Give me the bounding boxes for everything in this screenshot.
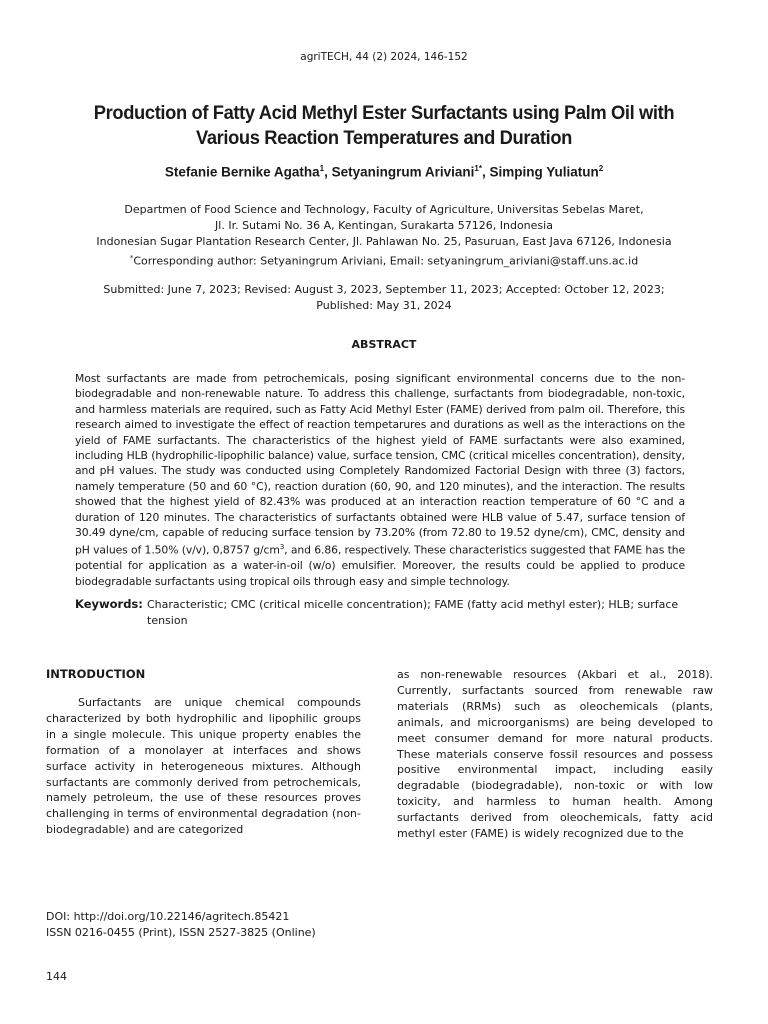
author-separator: , xyxy=(481,164,490,180)
corresponding-mark: * xyxy=(129,254,134,262)
superscript: 3 xyxy=(279,543,285,552)
introduction-left-column: Surfactants are unique chemical compounds characterized by both hydrophilic and lipophilic groups in a single molecule. This unique property enables the formation of a monolayer at interfaces and shows surface activity in heterogeneous mixtures. Although surfactants are commonly derived from petrochemicals, namely petroleum, the use of these resources proves challenging in terms of environmental degradation (non-biodegradable) and are categorized xyxy=(46,696,361,837)
author-affiliation-mark: 2 xyxy=(598,164,604,173)
affiliation-line: Indonesian Sugar Plantation Research Center, Jl. Pahlawan No. 25, Pasuruan, East Java 67126, Indonesia xyxy=(96,235,672,248)
corresponding-author xyxy=(0,250,768,270)
keywords-label: Keywords: xyxy=(75,597,143,611)
dates-line: Submitted: June 7, 2023; Revised: August 3, 2023, September 11, 2023; Accepted: October 12, 2023; xyxy=(103,283,665,296)
abstract-text-part: , and 6.86, respectively. These characteristics suggested that FAME has the potential for application as a water-in-oil (w/o) emulsifier. Moreover, the results could be applied to produce biodegradable surfactants using tropical oils through easy and simple technology. xyxy=(75,544,685,588)
title-line-1: Production of Fatty Acid Methyl Ester Surfactants using Palm Oil with xyxy=(93,102,675,124)
author-name: Simping Yuliatun xyxy=(489,164,599,180)
affiliations xyxy=(0,202,768,270)
author-name: Stefanie Bernike Agatha xyxy=(164,164,320,180)
author-separator: , xyxy=(324,164,332,180)
dates-line: Published: May 31, 2024 xyxy=(316,299,452,312)
submission-dates xyxy=(0,282,768,314)
introduction-heading: INTRODUCTION xyxy=(46,667,146,681)
page-number: 144 xyxy=(46,970,67,983)
author-list xyxy=(0,164,768,180)
introduction-right-column: as non-renewable resources (Akbari et al., 2018). Currently, surfactants sourced from renewable raw materials (RRMs) such as oleochemicals (plants, animals, and microorganisms) are being developed to meet consumer demand for more natural products. These materials conserve fossil resources and possess positive environmental impact, including easily degradable (biodegradable), non-toxic or with low toxicity, and harmless to human health. Among surfactants derived from oleochemicals, fatty acid methyl ester (FAME) is widely recognized due to the xyxy=(397,668,713,841)
abstract-text-part: Most surfactants are made from petrochemicals, posing significant environmental concerns due to the non-biodegradable and non-renewable nature. To address this challenge, surfactants from biodegradable, non-toxic, and harmless materials are required, such as Fatty Acid Methyl Ester (FAME) derived from palm oil. Therefore, this research aimed to investigate the effect of reaction tempetarures and durations as well as the interactions on the yield of FAME surfactants. The characteristics of the highest yield of FAME surfactants were also examined, including HLB (hydrophilic-lipophilic balance) value, surface tension, CMC (critical micelles concentration), density, and pH values. The study was conducted using Completely Randomized Factorial Design with three (3) factors, namely temperature (50 and 60 °C), reaction duration (60, 90, and 120 minutes), and the interaction. The results showed that the highest yield of 82.43% was produced at an interaction reaction temperature of 60 °C and a duration of 120 minutes. The characteristics of surfactants obtained were HLB value of 5.47, surface tension of 30.49 dyne/cm, capable of reducing surface tension by 73.20% (from 72.80 to 19.52 dyne/cm), CMC, density and pH values of 1.50% (v/v), 0,8757 g/cm xyxy=(75,372,685,558)
doi-link[interactable]: DOI: http://doi.org/10.22146/agritech.85421 xyxy=(46,910,290,923)
journal-header: agriTECH, 44 (2) 2024, 146-152 xyxy=(300,51,468,63)
author-affiliation-mark: 1 xyxy=(319,164,325,173)
affiliation-line: Departmen of Food Science and Technology, Faculty of Agriculture, Universitas Sebelas Maret, xyxy=(124,203,644,216)
paper-title xyxy=(61,101,708,151)
abstract-heading: ABSTRACT xyxy=(351,338,417,351)
footer-identifiers xyxy=(46,909,316,941)
corresponding-author-text: Corresponding author: Setyaningrum Ariviani, Email: setyaningrum_ariviani@staff.uns.ac.id xyxy=(133,254,639,268)
title-line-2: Various Reaction Temperatures and Duration xyxy=(195,127,573,149)
keywords-text: Characteristic; CMC (critical micelle concentration); FAME (fatty acid methyl ester); HLB; surface tension xyxy=(147,598,679,627)
abstract-text xyxy=(75,371,685,589)
issn-text: ISSN 0216-0455 (Print), ISSN 2527-3825 (Online) xyxy=(46,926,316,939)
author-affiliation-mark: 1* xyxy=(474,164,482,173)
affiliation-line: Jl. Ir. Sutami No. 36 A, Kentingan, Surakarta 57126, Indonesia xyxy=(215,219,553,232)
author-name: Setyaningrum Ariviani xyxy=(331,164,475,180)
